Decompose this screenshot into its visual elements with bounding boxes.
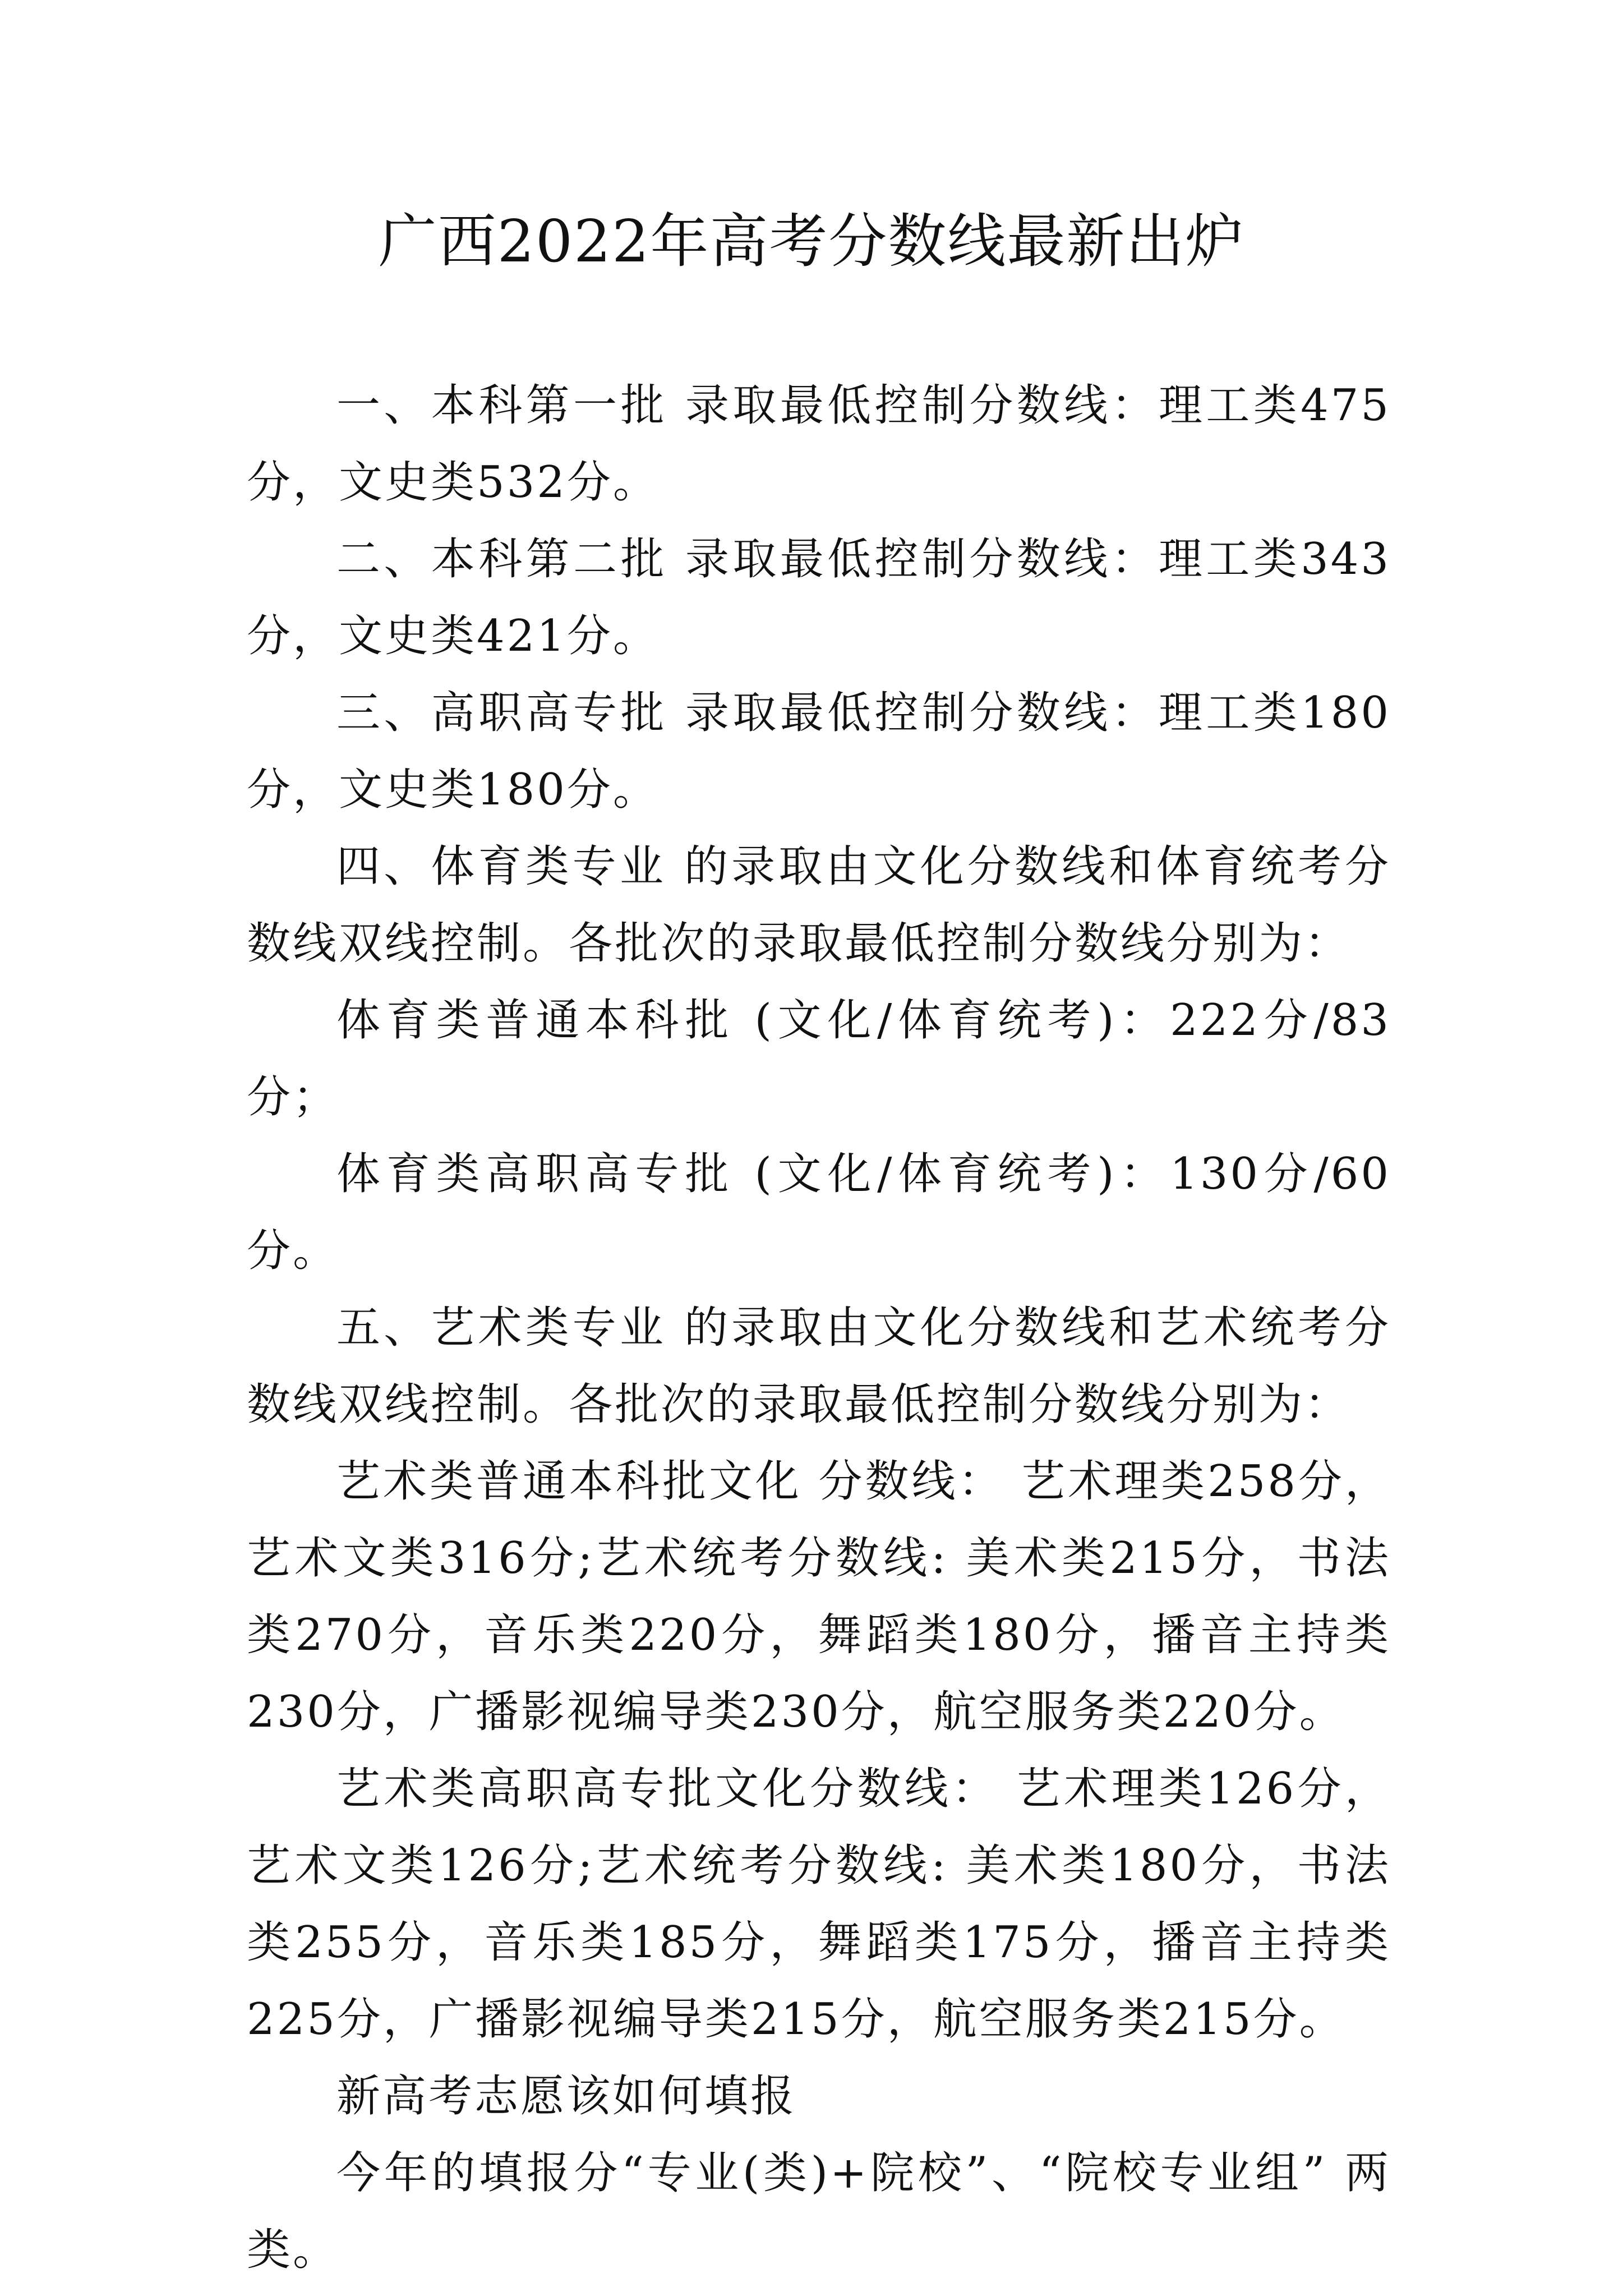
paragraph-sports-intro: 四、体育类专业 的录取由文化分数线和体育统考分数线双线控制。各批次的录取最低控制分数线分别为： xyxy=(247,841,1391,969)
document-body xyxy=(247,367,1391,2289)
paragraph-vocational-batch: 三、高职高专批 录取最低控制分数线：理工类180分，文史类180分。 xyxy=(247,688,1391,815)
paragraph-sports-vocational: 体育类高职高专批 (文化/体育统考)：130分/60分。 xyxy=(247,1149,1391,1276)
paragraph-application-types: 今年的填报分“专业(类)+院校”、“院校专业组” 两类。 xyxy=(247,2148,1391,2275)
paragraph-arts-intro: 五、艺术类专业 的录取由文化分数线和艺术统考分数线双线控制。各批次的录取最低控制分数线分别为： xyxy=(247,1303,1391,1430)
paragraph-arts-vocational: 艺术类高职高专批文化分数线： 艺术理类126分，艺术文类126分;艺术统考分数线: 美术类180分，书法类255分，音乐类185分，舞蹈类175分，播音主持类225分，广播影视编导类215分，航空服务类215分。 xyxy=(247,1764,1391,2045)
paragraph-first-batch: 一、本科第一批 录取最低控制分数线：理工类475分，文史类532分。 xyxy=(247,380,1391,508)
page-title: 广西2022年高考分数线最新出炉 xyxy=(378,207,1245,275)
paragraph-second-batch: 二、本科第二批 录取最低控制分数线：理工类343分，文史类421分。 xyxy=(247,534,1391,661)
paragraph-subheading: 新高考志愿该如何填报 xyxy=(336,2071,797,2122)
paragraph-sports-undergrad: 体育类普通本科批 (文化/体育统考)：222分/83分； xyxy=(247,995,1391,1122)
paragraph-arts-undergrad: 艺术类普通本科批文化 分数线： 艺术理类258分，艺术文类316分;艺术统考分数线: 美术类215分，书法类270分，音乐类220分，舞蹈类180分，播音主持类230分，广播影视编导类230分，航空服务类220分。 xyxy=(247,1456,1391,1737)
